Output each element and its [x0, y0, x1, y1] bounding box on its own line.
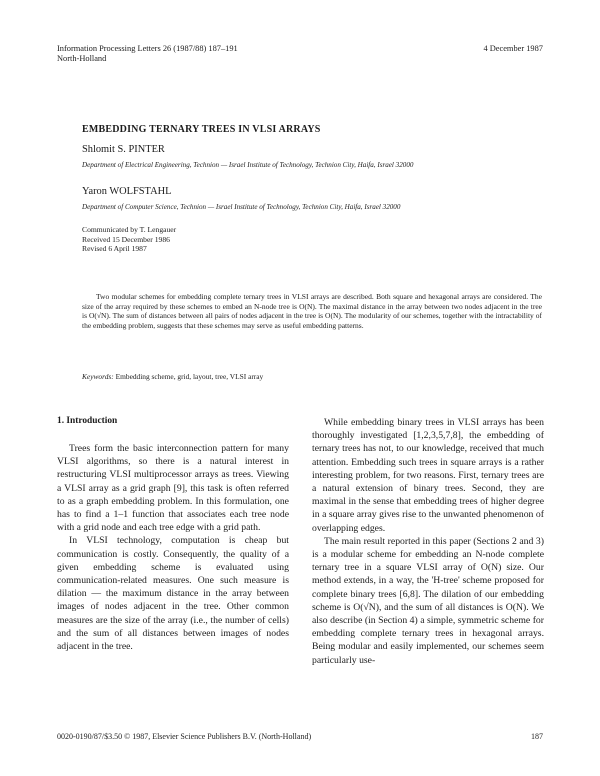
journal-header: [57, 44, 238, 64]
journal-citation: Information Processing Letters 26 (1987/88) 187–191: [57, 44, 238, 53]
right-column: [312, 416, 544, 667]
issue-date: 4 December 1987: [483, 44, 543, 53]
paragraph: Trees form the basic interconnection pattern for many VLSI algorithms, so there is a natural interest in restructuring VLSI multiprocessor arrays as trees. Viewing a VLSI array as a grid graph [9], this task is often referred to as a graph embedding problem. In this formulation, one has to find a 1–1 function that associates each tree node with a grid node and each tree edge with a grid path.: [57, 443, 289, 534]
section-heading: 1. Introduction: [57, 416, 118, 426]
page-number: 187: [531, 732, 543, 741]
author-affiliation: Department of Electrical Engineering, Technion — Israel Institute of Technology, Technion City, Haifa, Israel 32000: [82, 161, 414, 169]
copyright-line: 0020-0190/87/$3.50 © 1987, Elsevier Science Publishers B.V. (North-Holland): [57, 732, 312, 741]
paragraph: The main result reported in this paper (Sections 2 and 3) is a modular scheme for embedding an N-node complete ternary tree in a square VLSI array of O(N) size. Our method extends, in a way, the 'H-tree' scheme proposed for complete binary trees [6,8]. The dilation of our embedding scheme is O(√N), and the sum of all distances is O(N). We also describe (in Section 4) a simple, symmetric scheme for embedding complete ternary trees in hexagonal arrays. Being modular and easily implemented, our schemes seem particularly use-: [312, 535, 544, 666]
paragraph: While embedding binary trees in VLSI arrays has been thoroughly investigated [1,2,3,5,7,8], the embedding of ternary trees has not, to our knowledge, received that much attention. Embedding such trees in square arrays is a rather interesting problem, for two reasons. First, ternary trees are a natural extension of binary trees. Second, they are maximal in the sense that embedding trees of higher degree in a square array gives rise to the unwanted phenomenon of overlapping edges.: [312, 417, 544, 534]
keywords-label: Keywords:: [82, 372, 114, 381]
revised-date: Revised 6 April 1987: [82, 244, 147, 254]
journal-publisher: North-Holland: [57, 54, 107, 63]
author-name: Yaron WOLFSTAHL: [82, 186, 172, 197]
abstract: Two modular schemes for embedding complete ternary trees in VLSI arrays are described. Both square and hexagonal arrays are considered. The size of the array required by these schemes to embed an N-node tree is O(N). The maximal distance in the array between two nodes adjacent in the tree is O(√N). The sum of distances between all pairs of nodes adjacent in the tree is O(N). The modularity of our schemes, together with the intractability of the embedding problem, suggests that these schemes may serve as useful embedding patterns.: [82, 292, 542, 330]
paper-title: EMBEDDING TERNARY TREES IN VLSI ARRAYS: [82, 124, 321, 135]
author-name: Shlomit S. PINTER: [82, 144, 165, 155]
left-column: [57, 442, 289, 653]
communication-info: [82, 225, 176, 254]
communicated-by: Communicated by T. Lengauer: [82, 225, 177, 234]
paragraph: In VLSI technology, computation is cheap but communication is costly. Consequently, the quality of a given embedding scheme is evaluated using communication-related measures. One such measure is dilation — the maximum distance in the array between images of nodes adjacent in the tree. Other common measures are the size of the array (i.e., the number of cells) and the sum of all distances between images of nodes adjacent in the tree.: [57, 535, 289, 653]
keywords-text: Embedding scheme, grid, layout, tree, VLSI array: [115, 372, 264, 381]
received-date: Received 15 December 1986: [82, 234, 170, 244]
keywords: [82, 372, 263, 381]
author-affiliation: Department of Computer Science, Technion — Israel Institute of Technology, Technion City, Haifa, Israel 32000: [82, 203, 401, 211]
